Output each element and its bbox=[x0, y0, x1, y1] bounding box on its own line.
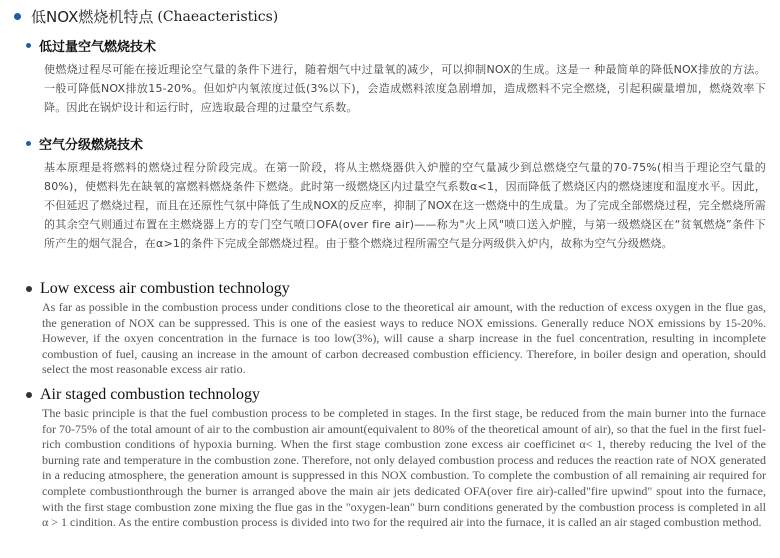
section-heading bbox=[26, 134, 766, 153]
section-heading bbox=[26, 386, 766, 404]
heading-text: Low excess air combustion technology bbox=[40, 280, 290, 297]
bullet-icon bbox=[26, 392, 32, 398]
section-heading bbox=[26, 36, 766, 55]
bullet-icon bbox=[26, 141, 31, 146]
bullet-icon bbox=[14, 13, 21, 20]
bullet-icon bbox=[26, 286, 32, 292]
section-body: 使燃烧过程尽可能在接近理论空气量的条件下进行，随着烟气中过量氧的减少，可以抑制NOX的生成。这是一 种最简单的降低NOX排放的方法。一般可降低NOX排放15-20%。但如炉内氧浓度过低(3%以下)，会造成燃料浓度急剧增加，造成燃料不完全燃烧，引起积碳量增加，燃烧效率下降。因此在锅炉设计和运行时，应选取最合理的过量空气系数。 bbox=[44, 63, 766, 114]
section-low-excess-air-en bbox=[26, 280, 766, 378]
heading-text: Air staged combustion technology bbox=[40, 386, 260, 403]
title-text: 低NOX燃烧机特点 bbox=[31, 8, 154, 26]
section-body: As far as possible in the combustion process under conditions close to the theoretical air amount, with the reduction of excess oxygen in the flue gas, the generation of NOX can be suppressed. This is one of the easiest ways to reduce NOX emissions. Generally reduce NOX emissions by 15-20%. However, if the oxyen concentration in the furnace is too low(3%), will cause a sharp increase in the fuel concentration, resulting in incomplete combustion of fuel, causing an increase in the amount of carbon decreased combustion efficiency. Therefore, in boiler design and operation, should select the most reasonable excess air ratio. bbox=[42, 300, 766, 377]
section-body: 基本原理是将燃料的燃烧过程分阶段完成。在第一阶段，将从主燃烧器供入炉膛的空气量减少到总燃烧空气量的70-75%(相当于理论空气量的80%)，使燃料先在缺氧的富燃料燃烧条件下燃烧。此时第一级燃烧区内过量空气系数α<1，因而降低了燃烧区内的燃烧速度和温度水平。因此，不但延迟了燃烧过程，而且在还原性气氛中降低了生成NOX的反应率，抑制了NOX在这一燃烧中的生成量。为了完成全部燃烧过程，完全燃烧所需的其余空气则通过布置在主燃烧器上方的专门空气喷口OFA(over fire air)——称为"火上风"喷口送入炉膛，与第一级燃烧区在“贫氧燃烧”条件下所产生的烟气混合，在α>1的条件下完成全部燃烧过程。由于整个燃烧过程所需空气是分两级供入炉内，故称为空气分级燃烧。 bbox=[44, 161, 766, 250]
section-air-staged-cn bbox=[26, 134, 766, 253]
section-low-excess-air-cn bbox=[26, 36, 766, 117]
heading-text: 低过量空气燃烧技术 bbox=[39, 40, 157, 55]
heading-text: 空气分级燃烧技术 bbox=[39, 138, 144, 153]
section-air-staged-en bbox=[26, 386, 766, 531]
section-heading bbox=[26, 280, 766, 298]
bullet-icon bbox=[26, 43, 31, 48]
section-body: The basic principle is that the fuel combustion process to be completed in stages. In the first stage, be reduced from the main burner into the furnace for 70-75% of the total amount of air to the combustion air amount(equivalent to 80% of the theoretical amount of air), so that the fuel in the first fuel-rich combustion conditions of hypoxia burning. When the first stage combustion zone excess air coefficinet α< 1, thereby reducing the lvel of the burning rate and temperature in the combustion zone. Therefore, not only delayed combustion process and reduces the reaction rate of NOX generated in a reducing atmosphere, the generation amount is suppressed in this NOX combustion. To complete the combustion of all remaining air required for complete combustionthrough the burner is arranged above the main air jets dedicated OFA(over fire air)-called"fire upwind" spout into the furnace, with the first stage combustion zone mixing the flue gas in the "oxygen-lean" burn conditions generated by the combustion process is completed in all α > 1 cindition. As the entire combustion process is divided into two for the required air into the furnace, it is called an air staged combustion method. bbox=[42, 406, 766, 530]
page-title bbox=[14, 6, 278, 27]
title-english: (Chaeacteristics) bbox=[157, 8, 279, 25]
